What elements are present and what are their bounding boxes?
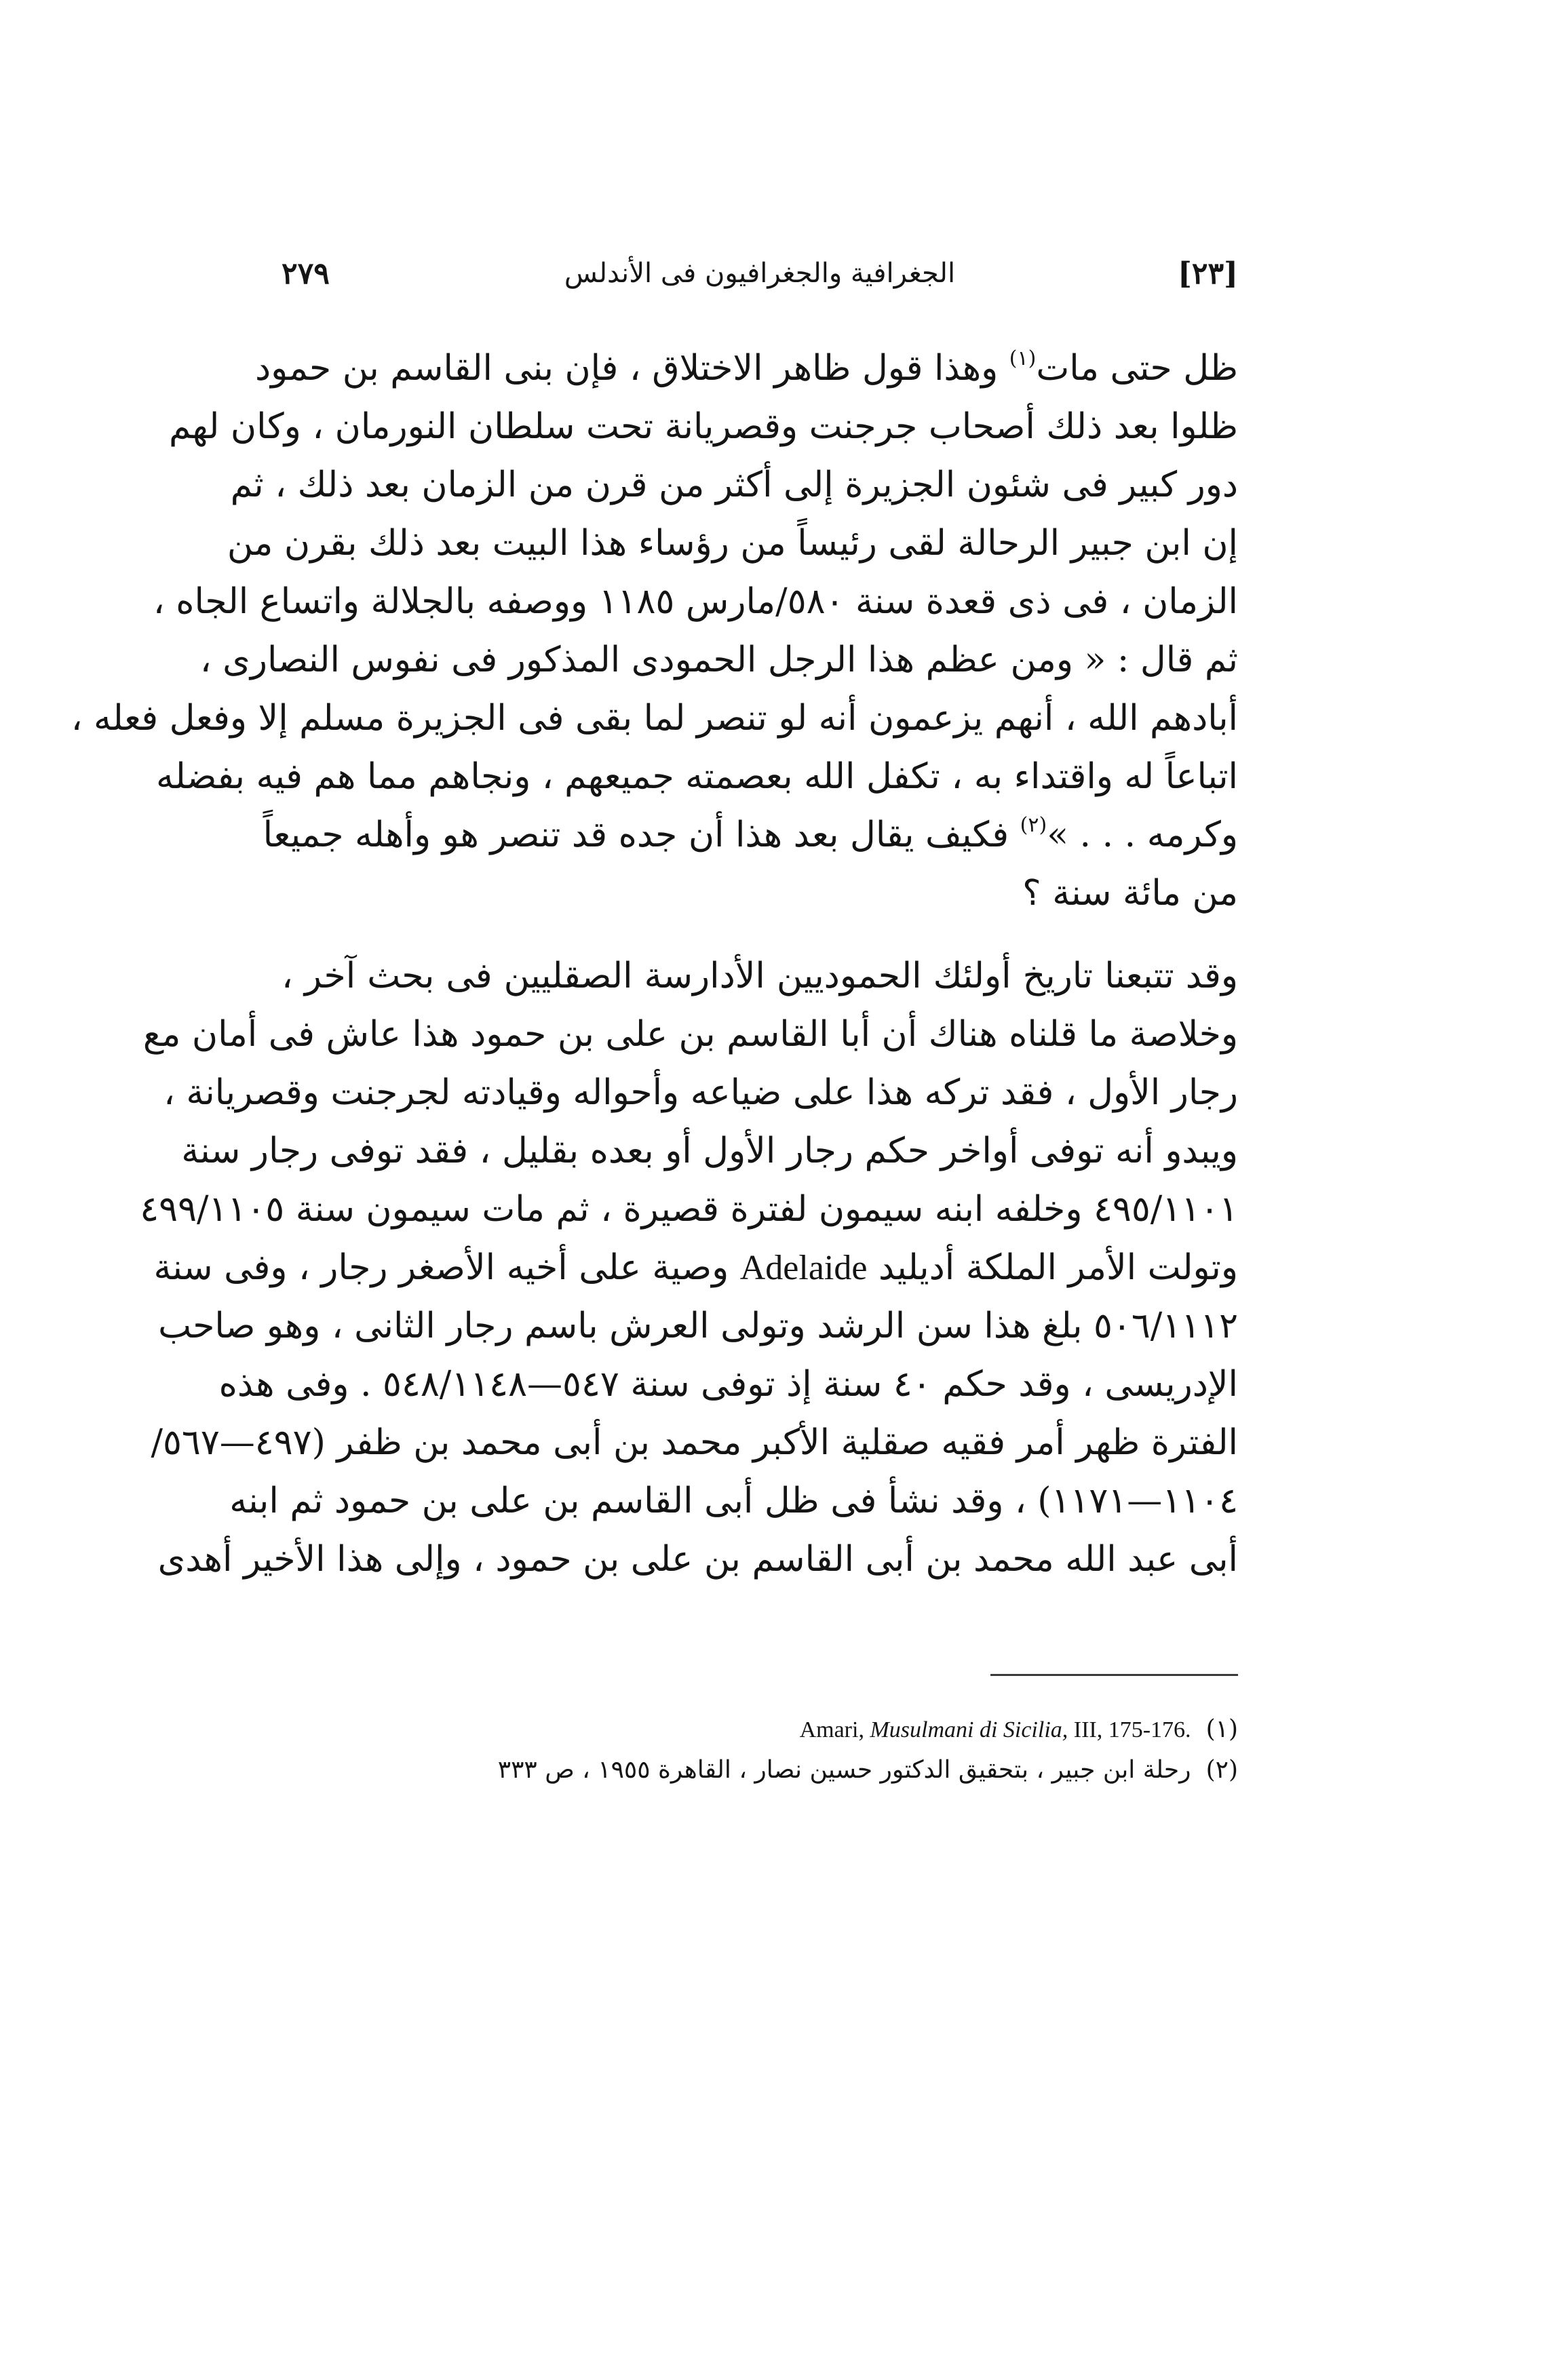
citation-author: Amari, [799, 1717, 870, 1742]
text-line [153, 1238, 1238, 1297]
text-line: الإدريسى ، وقد حكم ٤٠ سنة إذ توفى سنة ٥٤٧—٥٤٨/١١٤٨ . وفى هذه [218, 1364, 1238, 1405]
page-number: ٢٧٩ [282, 256, 330, 291]
line-text: وهذا قول ظاهر الاختلاق ، فإن بنى القاسم بن حمود [254, 348, 1009, 389]
text-line: وقد تتبعنا تاريخ أولئك الحموديين الأدارسة الصقليين فى بحث آخر ، [282, 956, 1238, 996]
footnote-2 [282, 1750, 1238, 1791]
footnote-marker: (١) [1009, 347, 1037, 370]
line-text: وصية على أخيه الأصغر رجار ، وفى سنة [153, 1247, 740, 1288]
text-line: أبادهم الله ، أنهم يزعمون أنه لو تنصر لما بقى فى الجزيرة مسلم إلا وفعل فعله ، [71, 698, 1238, 739]
text-line: إن ابن جبير الرحالة لقى رئيساً من رؤساء هذا البيت بعد ذلك بقرن من [227, 523, 1238, 564]
text-line: من مائة سنة ؟ [1022, 873, 1238, 914]
footnote-marker: (٢) [1020, 813, 1047, 837]
citation-work: Musulmani di Sicilia, [870, 1717, 1068, 1742]
text-line: ١١٠٤—١١٧١) ، وقد نشأ فى ظل أبى القاسم بن على بن حمود ثم ابنه [229, 1481, 1238, 1521]
text-line: ٤٩٥/١١٠١ وخلفه ابنه سيمون لفترة قصيرة ، ثم مات سيمون سنة ٤٩٩/١١٠٥ [140, 1189, 1238, 1230]
footnote-1 [282, 1709, 1238, 1750]
line-text: وكرمه . . . » [1047, 815, 1238, 855]
footnote-divider [990, 1674, 1238, 1676]
line-text: وتولت الأمر الملكة أديليد [878, 1247, 1238, 1288]
text-line: وخلاصة ما قلناه هناك أن أبا القاسم بن على بن حمود هذا عاش فى أمان مع [142, 1014, 1238, 1055]
text-line: اتباعاً له واقتداء به ، تكفل الله بعصمته جميعهم ، ونجاهم مما هم فيه بفضله [156, 756, 1238, 797]
text-line: ٥٠٦/١١١٢ بلغ هذا سن الرشد وتولى العرش باسم رجار الثانى ، وهو صاحب [158, 1306, 1238, 1346]
citation-ref: III, 175-176. [1068, 1717, 1191, 1742]
text-line: أبى عبد الله محمد بن أبى القاسم بن على بن حمود ، وإلى هذا الأخير أهدى [157, 1539, 1238, 1580]
text-line: ويبدو أنه توفى أواخر حكم رجار الأول أو بعده بقليل ، فقد توفى رجار سنة [181, 1131, 1238, 1171]
line-text: ظل حتى مات [1036, 348, 1238, 389]
running-title: الجغرافية والجغرافيون فى الأندلس [564, 258, 956, 289]
text-line: رجار الأول ، فقد تركه هذا على ضياعه وأحواله وقيادته لجرجنت وقصريانة ، [163, 1072, 1238, 1113]
page-header [282, 256, 1238, 297]
text-line: ثم قال : « ومن عظم هذا الرجل الحمودى المذكور فى نفوس النصارى ، [199, 640, 1238, 680]
text-line: الزمان ، فى ذى قعدة سنة ٥٨٠/مارس ١١٨٥ ووصفه بالجلالة واتساع الجاه ، [153, 581, 1238, 622]
paragraph-gap [282, 922, 1238, 947]
section-number: [٢٣] [1178, 256, 1238, 291]
paragraph [71, 339, 1238, 922]
text-line: دور كبير فى شئون الجزيرة إلى أكثر من قرن من الزمان بعد ذلك ، ثم [230, 465, 1238, 505]
text-line: الفترة ظهر أمر فقيه صقلية الأكبر محمد بن أبى محمد بن ظفر (٤٩٧—٥٦٧/ [151, 1422, 1238, 1463]
paragraph [140, 947, 1238, 1588]
footnotes [282, 1709, 1238, 1791]
footnote-text: رحلة ابن جبير ، بتحقيق الدكتور حسين نصار ، القاهرة ١٩٥٥ ، ص ٣٣٣ [497, 1756, 1191, 1784]
footnote-number: (١) [1205, 1715, 1238, 1743]
text-line: ظلوا بعد ذلك أصحاب جرجنت وقصريانة تحت سلطان النورمان ، وكان لهم [168, 406, 1238, 447]
body-text [71, 339, 1238, 1588]
latin-name: Adelaide [739, 1249, 868, 1287]
text-line [263, 806, 1238, 864]
text-line [254, 339, 1238, 397]
footnote-citation [800, 1717, 1191, 1742]
line-text: فكيف يقال بعد هذا أن جده قد تنصر هو وأهله جميعاً [263, 815, 1020, 855]
footnote-number: (٢) [1205, 1756, 1238, 1784]
